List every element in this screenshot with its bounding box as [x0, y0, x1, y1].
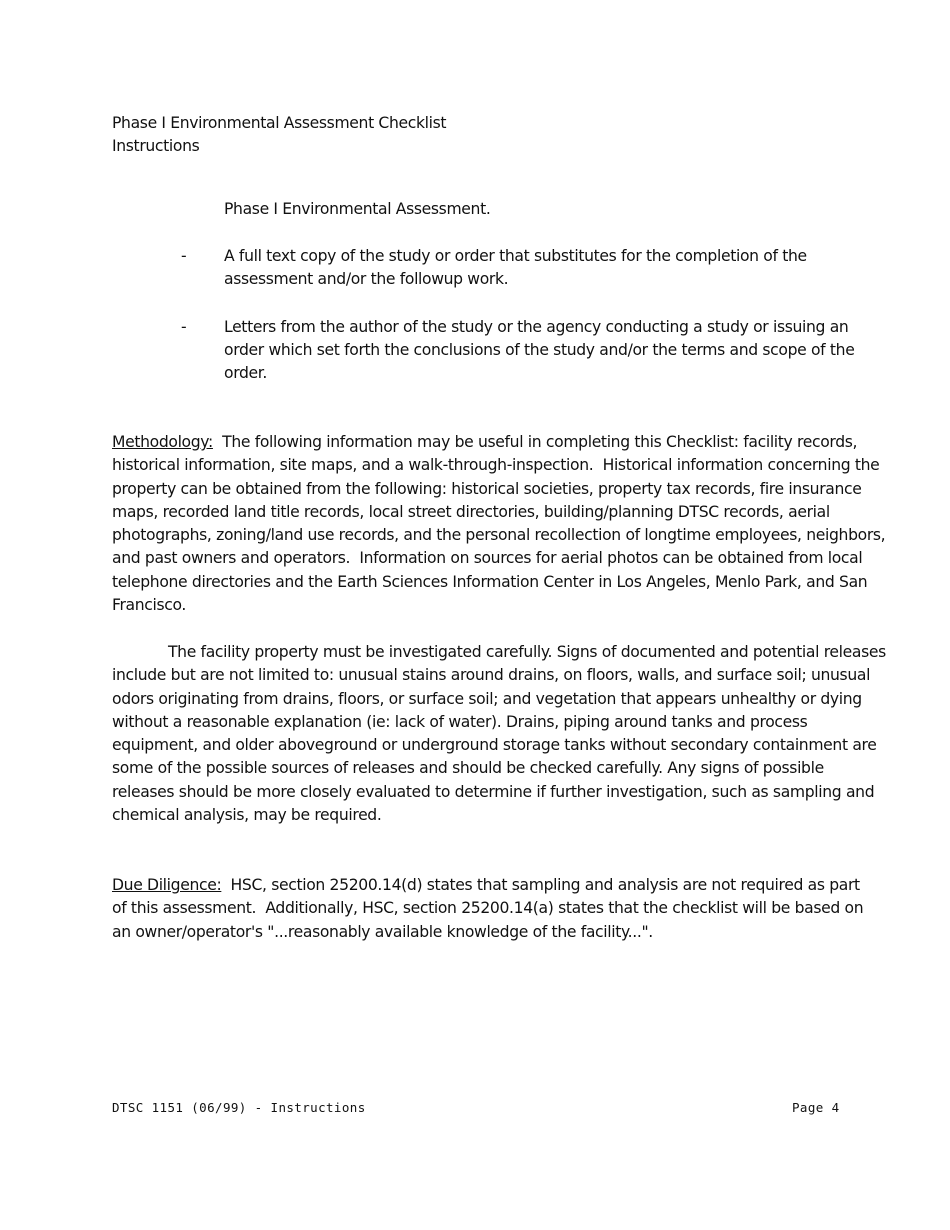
bullet-dash: - [181, 317, 187, 336]
attachment-list [176, 245, 876, 409]
due-diligence-label: Due Diligence: [112, 876, 222, 894]
list-item [176, 245, 856, 292]
due-diligence-paragraph [112, 874, 868, 944]
due-diligence-text: HSC, section 25200.14(d) states that sampling and analysis are not required as part of this assessment. Additionally, HSC, section 25200.14(a) states that the checklist will be based on an owner/operator's "...reasonably available knowledge of the facility...". [112, 876, 868, 941]
document-subtitle: Instructions [112, 137, 200, 156]
facility-paragraph: The facility property must be investigated carefully. Signs of documented and potential releases include but are not limited to: unusual stains around drains, on floors, walls, and surface soil; unusual odors originating from drains, floors, or surface soil; and vegetation that appears unhealthy or dying without a reasonable explanation (ie: lack of water). Drains, piping around tanks and process equipment, and older aboveground or underground storage tanks without secondary containment are some of the possible sources of releases and should be checked carefully. Any signs of possible releases should be more closely evaluated to determine if further investigation, such as sampling and chemical analysis, may be required. [112, 643, 886, 825]
methodology-label: Methodology: [112, 433, 213, 451]
document-header [112, 112, 812, 159]
bullet-text: Letters from the author of the study or the agency conducting a study or issuing an order which set forth the conclusions of the study and/or the terms and scope of the order. [224, 317, 855, 383]
methodology-paragraph [112, 431, 890, 617]
footer-form-id: DTSC 1151 (06/99) - Instructions [112, 1100, 366, 1115]
bullet-dash: - [181, 247, 187, 265]
intro-line: Phase I Environmental Assessment. [224, 200, 491, 218]
bullet-text: A full text copy of the study or order that substitutes for the completion of the assessment and/or the followup work. [224, 247, 807, 289]
document-title: Phase I Environmental Assessment Checklist [112, 114, 447, 132]
methodology-text: The following information may be useful in completing this Checklist: facility records, historical information, site maps, and a walk-through-inspection. Historical information concerning the property can be obtained from the following: historical societies, property tax records, fire insurance maps, recorded land title records, local street directories, building/planning DTSC records, aerial photographs, zoning/land use records, and the personal recollection of longtime employees, neighbors, and past owners and operators. Information on sources for aerial photos can be obtained from local telephone directories and the Earth Sciences Information Center in Los Angeles, Menlo Park, and San Francisco. [112, 433, 890, 615]
footer-page-number: Page 4 [792, 1100, 840, 1115]
list-item [176, 316, 856, 386]
